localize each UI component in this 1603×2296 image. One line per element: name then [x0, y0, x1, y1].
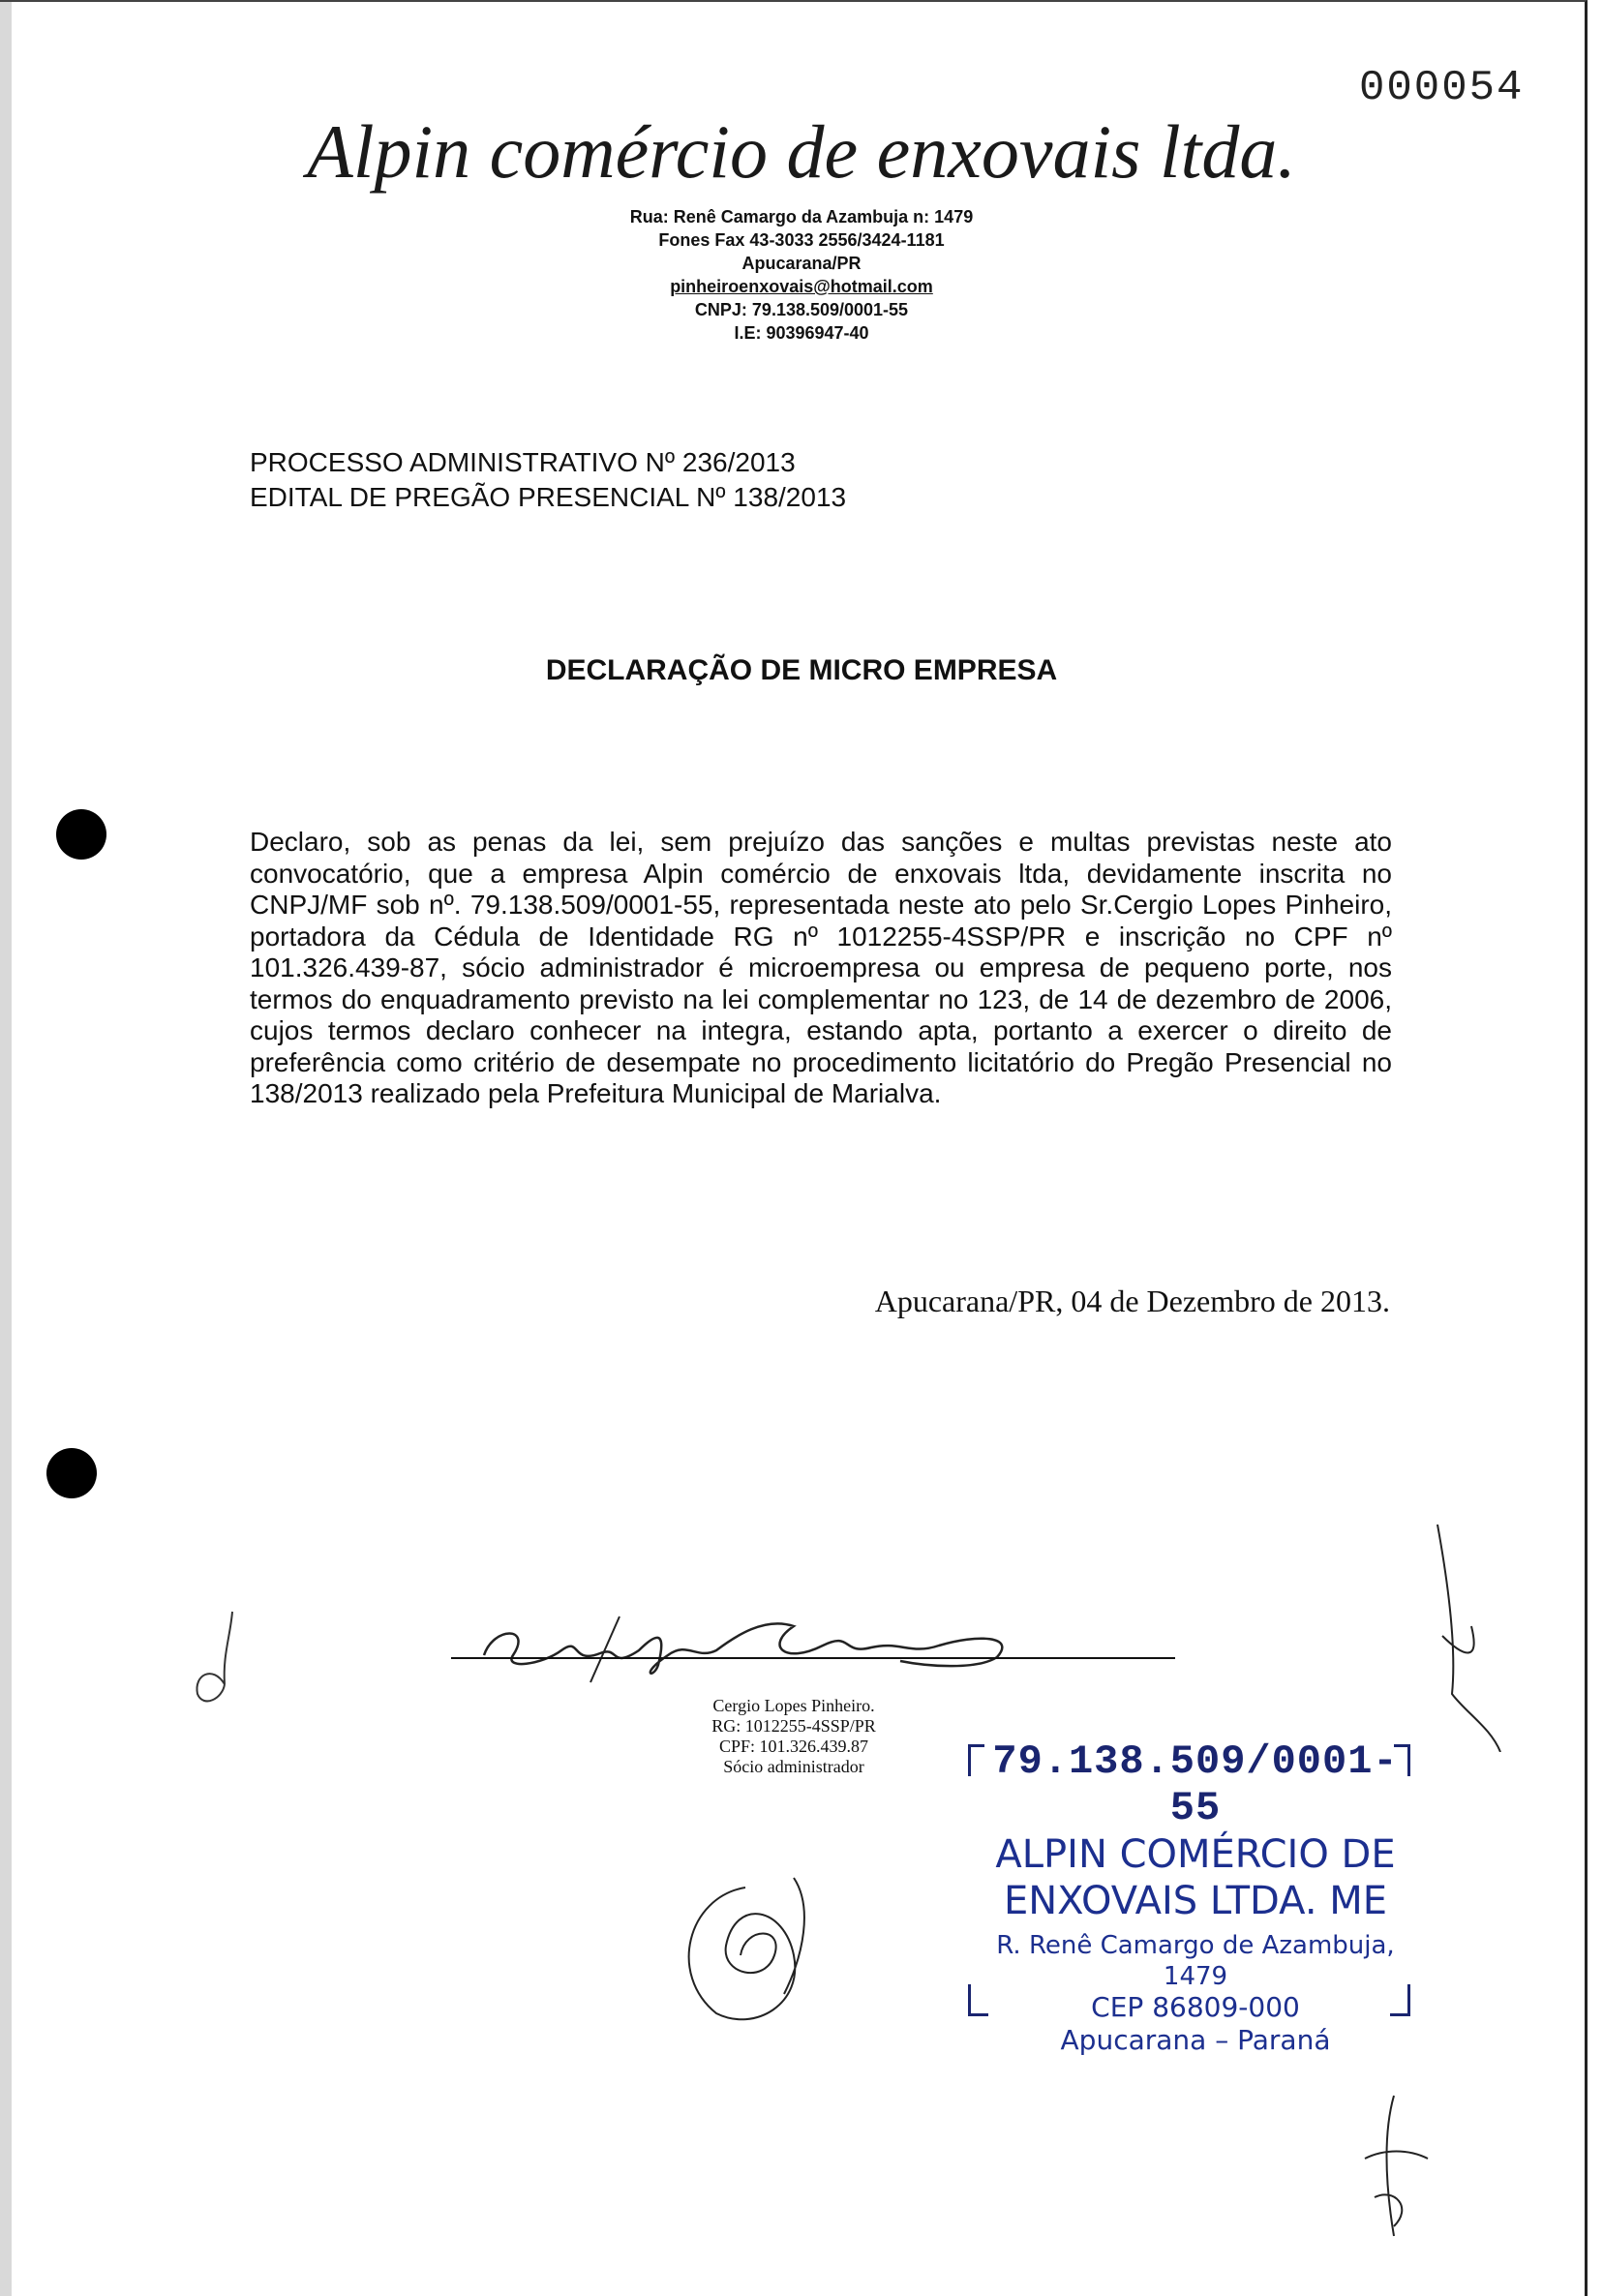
declaration-title: DECLARAÇÃO DE MICRO EMPRESA — [545, 654, 1058, 686]
handwritten-rubric-icon — [649, 1868, 842, 2033]
stamp-city: Apucarana – Paraná — [1060, 2024, 1331, 2056]
punch-hole-icon — [46, 1448, 97, 1498]
declaration-body: Declaro, sob as penas da lei, sem prejuízo das sanções e multas previstas neste ato convocatório, que a empresa Alpin comércio de enxovais ltda, devidamente inscrita no CNPJ/MF sob nº. 79.138.509/0001-55, representada neste ato pelo Sr.Cergio Lopes Pinheiro, portadora da Cédula de Identidade RG nº 1012255-4SSP/PR e inscrição no CPF nº 101.326.439-87, sócio administrador é microempresa ou empresa de pequeno porte, nos termos do enquadramento previsto na lei complementar no 123, de 14 de dezembro de 2006, cujos termos declaro conhecer na integra, estando apta, portanto a exercer o direito de preferência como critério de desempate no procedimento licitatório do Pregão Presencial no 138/2013 realizado pela Prefeitura Municipal de Marialva. — [250, 827, 1392, 1108]
signature-line — [451, 1657, 1175, 1659]
company-city: Apucarana/PR — [741, 254, 862, 273]
signer-cpf: CPF: 101.326.439.87 — [718, 1737, 869, 1756]
company-letterhead-title: Alpin comércio de enxovais ltda. — [307, 109, 1296, 194]
signer-role: Sócio administrador — [723, 1757, 864, 1776]
handwritten-initial-icon — [184, 1607, 252, 1713]
company-cnpj: CNPJ: 79.138.509/0001-55 — [694, 300, 909, 319]
company-address: Rua: Renê Camargo da Azambuja n: 1479 — [629, 207, 974, 227]
handwritten-signature-icon — [474, 1597, 1036, 1684]
signer-rg: RG: 1012255-4SSP/PR — [711, 1716, 876, 1736]
signer-block — [678, 1696, 910, 1777]
company-ie: I.E: 90396947-40 — [734, 323, 869, 343]
company-email-link[interactable]: pinheiroenxovais@hotmail.com — [670, 277, 933, 296]
company-cnpj-stamp — [968, 1738, 1423, 2058]
handwritten-mark-icon — [1433, 1520, 1510, 1752]
letterhead-details — [0, 205, 1603, 345]
process-reference — [250, 445, 846, 515]
company-phones: Fones Fax 43-3033 2556/3424-1181 — [658, 230, 945, 250]
place-and-date: Apucarana/PR, 04 de Dezembro de 2013. — [874, 1284, 1390, 1318]
stamp-company-line-2: ENXOVAIS LTDA. ME — [1003, 1879, 1388, 1923]
signer-name: Cergio Lopes Pinheiro. — [712, 1696, 875, 1715]
stamp-cep: CEP 86809-000 — [1091, 1991, 1300, 2023]
stamp-address: R. Renê Camargo de Azambuja, 1479 — [996, 1931, 1395, 1991]
process-number: PROCESSO ADMINISTRATIVO Nº 236/2013 — [250, 447, 796, 477]
stamp-company-line-1: ALPIN COMÉRCIO DE — [995, 1832, 1396, 1877]
page-number-stamp: 000054 — [1359, 64, 1525, 112]
stamp-cnpj: 79.138.509/0001-55 — [992, 1738, 1399, 1831]
edital-number: EDITAL DE PREGÃO PRESENCIAL Nº 138/2013 — [250, 482, 847, 512]
punch-hole-icon — [56, 809, 106, 860]
handwritten-mark-icon — [1355, 2091, 1433, 2246]
